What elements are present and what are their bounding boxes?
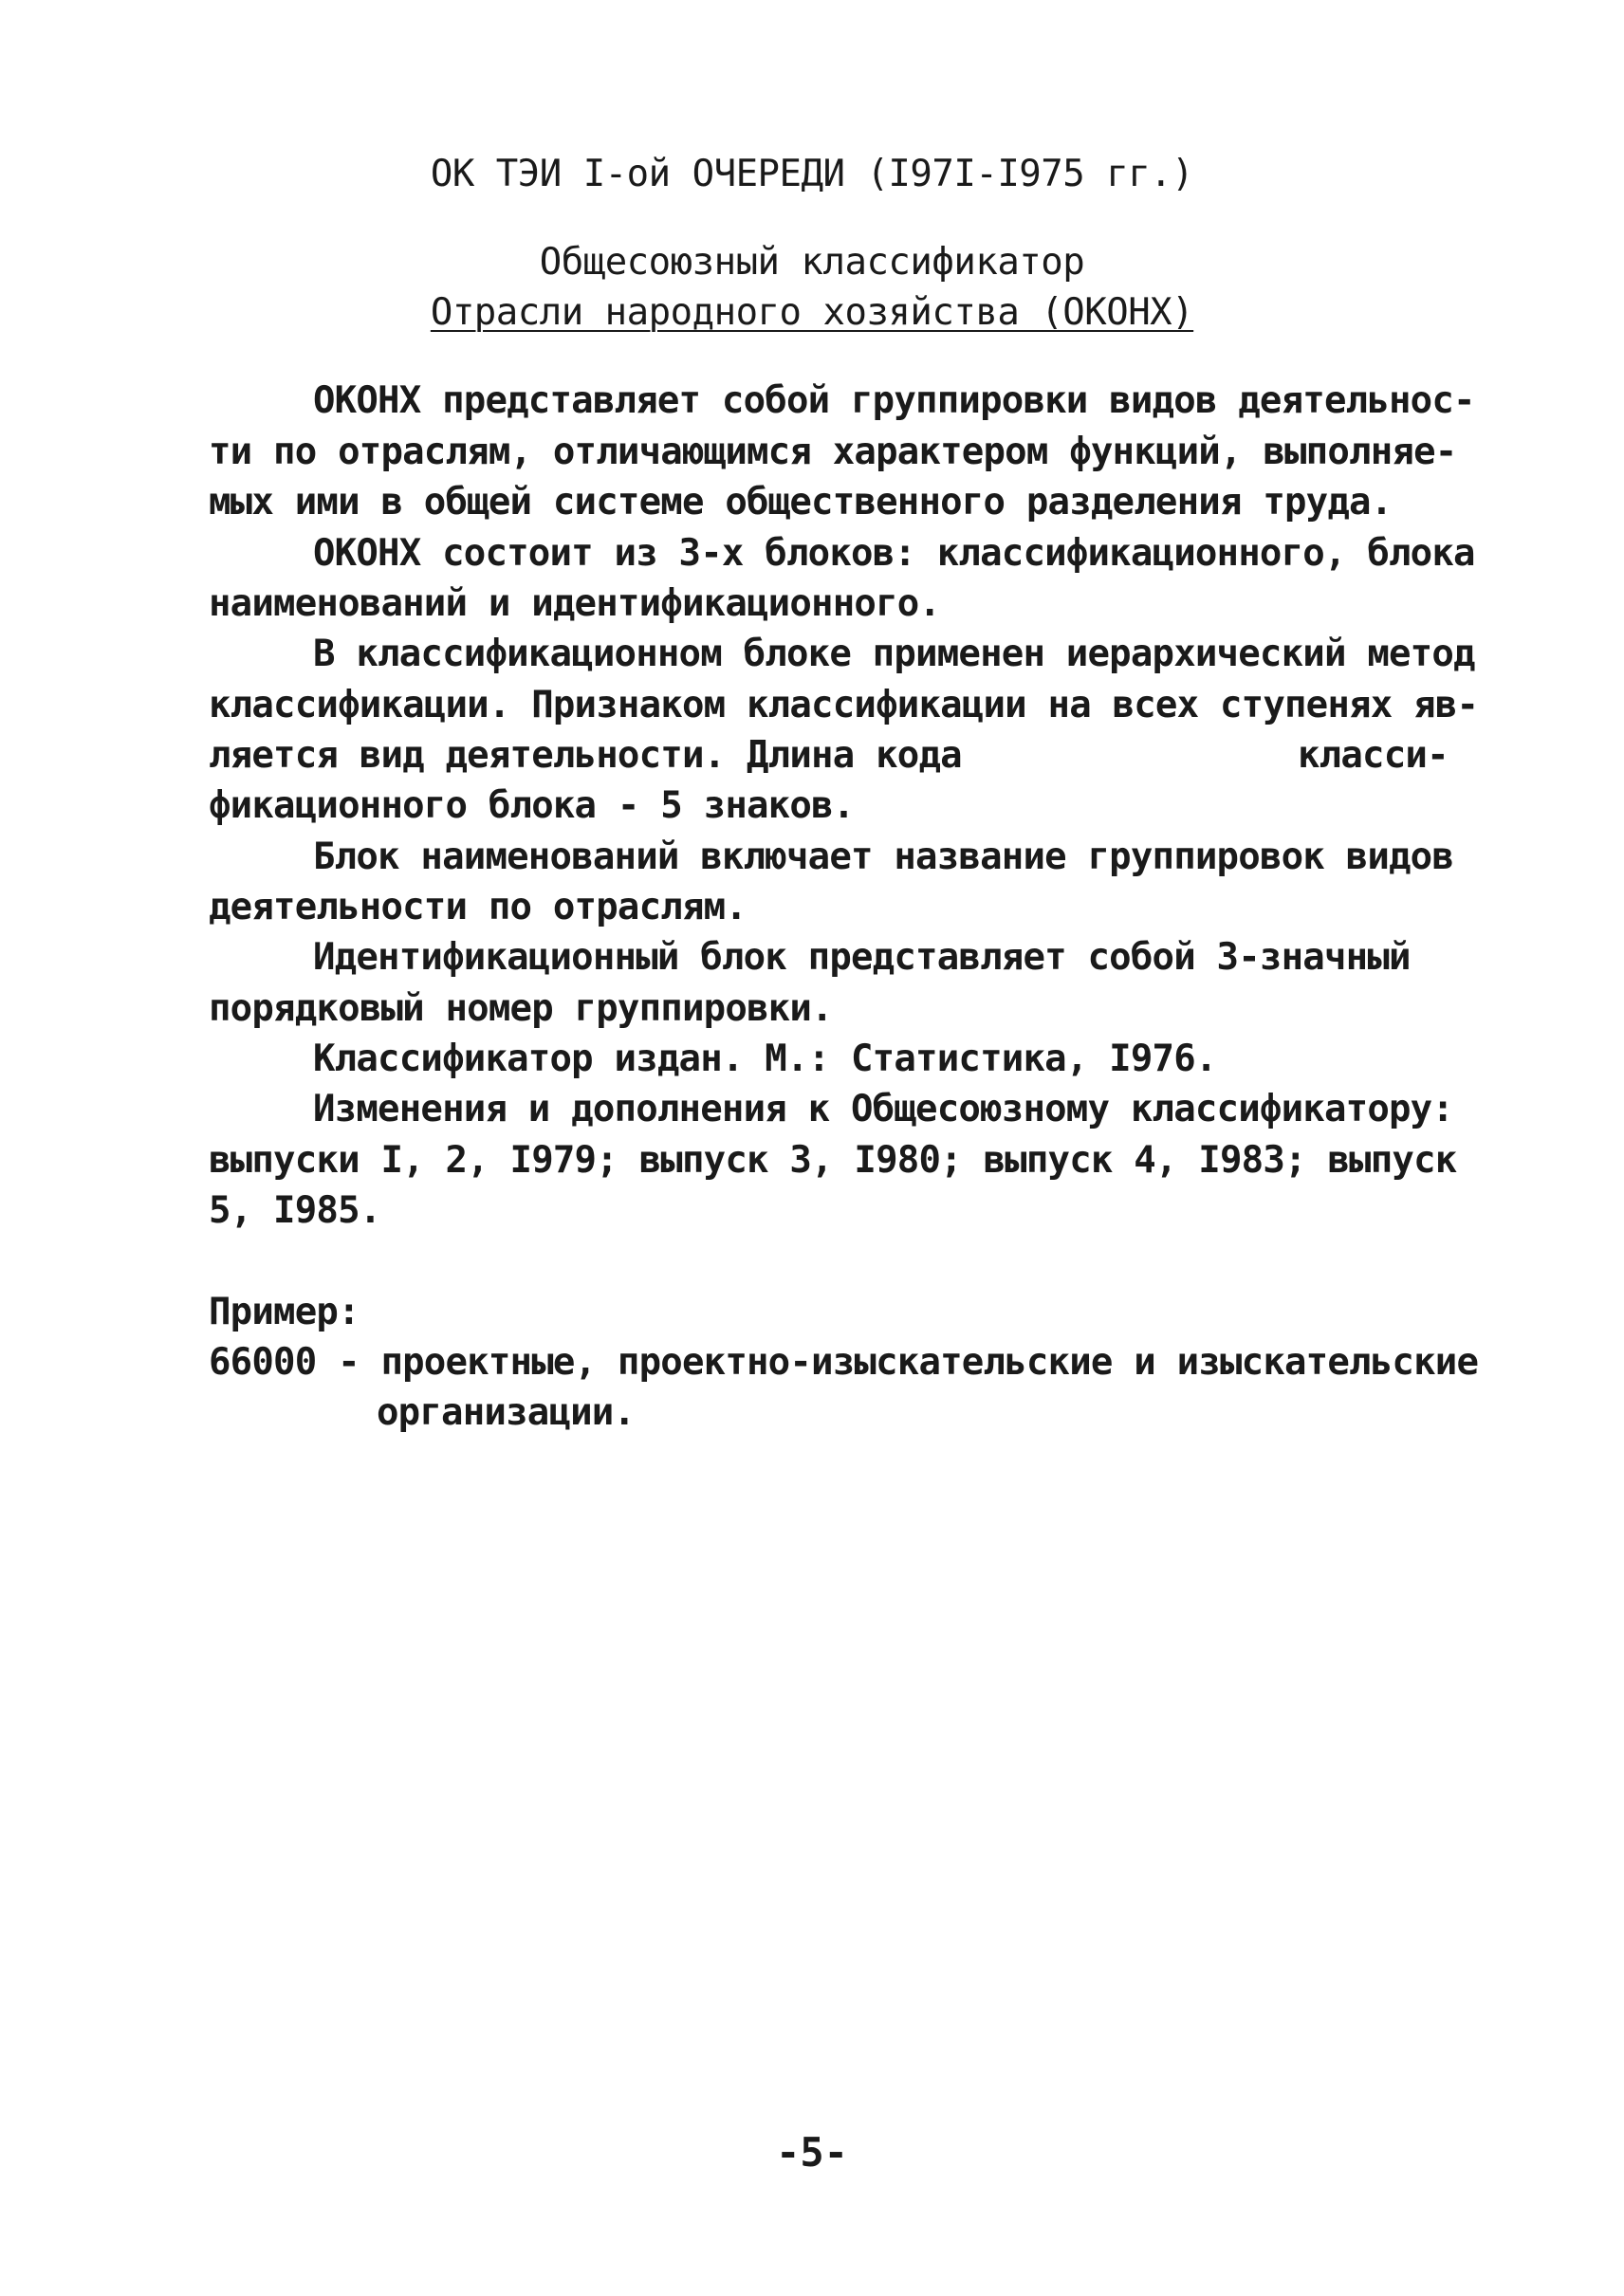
- paragraph-line-5: наименований и идентификационного.: [209, 582, 941, 625]
- paragraph-line-12: Идентификационный блок представляет собой 3-значный: [313, 936, 1411, 979]
- classifier-name: Отрасли народного хозяйства (ОКОНХ): [430, 291, 1194, 334]
- paragraph-line-8-end: класси-: [1298, 734, 1449, 777]
- page-number: -5-: [776, 2129, 848, 2176]
- example-code-line: 66000 - проектные, проектно-изыскательские и изыскательские: [209, 1341, 1479, 1384]
- paragraph-line-6: В классификационном блоке применен иерархический метод: [313, 633, 1475, 675]
- example-label: Пример:: [209, 1291, 360, 1333]
- paragraph-line-1: ОКОНХ представляет собой группировки видов деятельнос-: [313, 379, 1475, 422]
- document-title: ОК ТЭИ I-ой ОЧЕРЕДИ (I97I-I975 гг.): [430, 153, 1194, 195]
- paragraph-line-13: порядковый номер группировки.: [209, 987, 833, 1030]
- paragraph-line-14: Классификатор издан. М.: Статистика, I976.: [313, 1038, 1217, 1080]
- paragraph-line-7: классификации. Признаком классификации на всех ступенях яв-: [209, 684, 1479, 726]
- classifier-subtitle: Общесоюзный классификатор: [539, 241, 1085, 284]
- paragraph-line-11: деятельности по отраслям.: [209, 886, 747, 928]
- paragraph-line-15: Изменения и дополнения к Общесоюзному классификатору:: [313, 1088, 1454, 1130]
- paragraph-line-2: ти по отраслям, отличающимся характером функций, выполняе-: [209, 431, 1457, 473]
- paragraph-line-17: 5, I985.: [209, 1189, 381, 1232]
- paragraph-line-10: Блок наименований включает название группировок видов: [313, 836, 1454, 878]
- paragraph-line-16: выпуски I, 2, I979; выпуск 3, I980; выпуск 4, I983; выпуск: [209, 1139, 1457, 1182]
- example-continuation: организации.: [377, 1391, 636, 1434]
- paragraph-line-9: фикационного блока - 5 знаков.: [209, 784, 855, 827]
- paragraph-line-3: мых ими в общей системе общественного разделения труда.: [209, 481, 1393, 523]
- classifier-name-wrapper: [0, 290, 1624, 336]
- paragraph-line-8: ляется вид деятельности. Длина кода: [209, 734, 962, 777]
- paragraph-line-4: ОКОНХ состоит из 3-х блоков: классификационного, блока: [313, 532, 1475, 575]
